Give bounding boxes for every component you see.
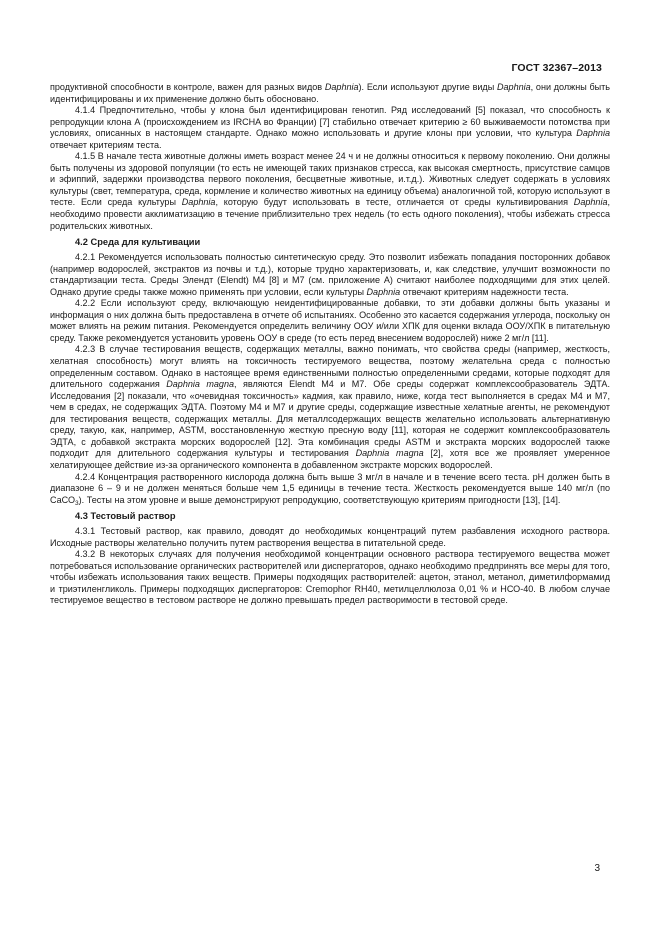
subscript: 3	[75, 499, 79, 507]
text-run: 4.2.4 Концентрация растворенного кислорода должна быть выше 3 мг/л в начале и в течение всего теста. рН должен быть в диапазоне 6 – 9 и не должен меняться больше чем 1,5 единицы в течение теста. Жесткость рекомендуется выше 140 мг/л (по СаСО	[50, 471, 610, 505]
text-run: 4.1.5 В начале теста животные должны иметь возраст менее 24 ч и не должны относиться к первому поколению. Они должны быть получены из здоровой популяции (то есть не имеющей таких признаков стресса, как высокая смертность, присутствие самцов и эфиппий, задержки производства первого поколения, бесцветные животные, и.т.д.). Животных следует содержать в условиях культуры (свет, температура, среда, кормление и количество животных на единицу объема) аналогичной той, которую используют в тесте. Если среда культуры	[50, 151, 610, 208]
species-name: Daphnia magna	[166, 379, 235, 390]
body-paragraph	[50, 298, 610, 344]
species-name: Daphnia	[181, 197, 216, 208]
text-run: , они должны быть идентифицированы и их применение должно быть обосновано.	[50, 82, 610, 104]
body-paragraph	[50, 344, 610, 471]
standard-header: ГОСТ 32367–2013	[511, 62, 602, 74]
text-run: 4.3.1 Тестовый раствор, как правило, доводят до необходимых концентраций путем разбавления исходного раствора. Исходные растворы желательно получить путем растворения вещества в питательной среде.	[50, 526, 610, 548]
species-name: Daphnia	[573, 197, 608, 208]
text-run: 4.2.1 Рекомендуется использовать полностью синтетическую среду. Это позволит избежать попадания посторонних добавок (например водорослей, экстрактов из почвы и т.д.), которые трудно характеризовать, и, как следствие, улучшит возможности по стандартизации теста. Среды Элендт (Elendt) М4 [8] и М7 (см. приложение А) считают наиболее подходящими для этих целей. Однако другие среды также можно применять при условии, если культуры	[50, 252, 610, 297]
text-run: 4.2.2 Если используют среду, включающую неидентифицированные добавки, то эти добавки должны быть указаны и информация о них должна быть предоставлена в отчете об испытаниях. Особенно это касается содержания углерода, поскольку он может влиять на режим питания. Рекомендуется определить величину ООУ и/или ХПК для оценки вклада ООУ/ХПК в питательную среду. Также рекомендуется установить уровень ООУ в среде (то есть перед внесением водорослей) ниже 2 мг/л [11].	[50, 298, 610, 343]
species-name: Daphnia	[496, 82, 531, 92]
species-name: Daphnia	[576, 128, 610, 139]
text-run: , необходимо провести акклиматизацию в течение приблизительно трех недель (то есть одного поколения), чтобы избежать стресса родительских животных.	[50, 197, 610, 231]
text-run: 4.1.4 Предпочтительно, чтобы у клона был идентифицирован генотип. Ряд исследований [5] показал, что способность к репродукции клона А (происхождением из IRCHA во Франции) [7] стабильно отвечает критерию ≥ 60 выживаемости потомства при условиях, описанных в настоящем стандарте. Однако можно использовать и другие клоны при условии, что культура	[50, 105, 610, 139]
species-name: Daphnia	[324, 82, 359, 92]
body-paragraph	[50, 82, 610, 105]
page-number: 3	[594, 863, 600, 874]
text-run: 4.3.2 В некоторых случаях для получения необходимой концентрации основного раствора тестируемого вещества может потребоваться использование органических растворителей или диспергаторов, однако необходимо предпринять все меры для того, чтобы избежать использования таких веществ. Примеры подходящих растворителей: ацетон, этанол, метанол, диметилформамид и триэтиленгликоль. Примеры подходящих диспергаторов: Cremophor RH40, метилцеллюлоза 0,01 % и НСО-40. В любом случае тестируемое вещество в тестовом растворе не должно превышать предел растворимости в тестовой среде.	[50, 549, 610, 606]
body-paragraph	[50, 105, 610, 151]
species-name: Daphnia	[366, 286, 401, 297]
text-run: 4.3 Тестовый раствор	[75, 511, 176, 522]
text-run: отвечают критериям надежности теста.	[400, 286, 569, 297]
text-run: отвечает критериям теста.	[50, 139, 162, 150]
text-run: ). Тесты на этом уровне и выше демонстрируют репродукцию, соответствующую критериям пригодности [13], [14].	[78, 494, 561, 505]
body-paragraph	[50, 252, 610, 298]
section-heading	[50, 506, 610, 526]
text-run: [2], хотя все же проявляет умеренное хелатирующее действие из-за органического компонента в добавленном экстракте морских водорослей.	[50, 448, 610, 470]
section-heading	[50, 232, 610, 252]
text-run: продуктивной способности в контроле, важен для разных видов	[50, 82, 325, 92]
document-body	[50, 82, 610, 607]
text-run: , которую будут использовать в тесте, отличается от среды культивирования	[215, 197, 574, 208]
text-run: ). Если используют другие виды	[358, 82, 497, 92]
body-paragraph	[50, 549, 610, 607]
text-run: 4.2.3 В случае тестирования веществ, содержащих металлы, важно понимать, что свойства среды (например, жесткость, хелатная способность) могут влиять на токсичность тестируемого вещества, поэтому желательна среда с полностью определенным составом. Однако в настоящее время единственными полностью определенными средами, которые подходят для длительного содержания	[50, 344, 610, 390]
text-run: , являются Elendt M4 и M7. Обе среды содержат комплексообразователь ЭДТА. Исследования [2] показали, что «очевидная токсичность» кадмия, как правило, ниже, когда тест выполняется в средах М4 и М7, чем в средах, не содержащих ЭДТА. Поэтому М4 и М7 и другие среды, содержащие известные хелатные агенты, не рекомендуют для тестирования веществ, содержащих металлы. Для металлсодержащих веществ желательно использовать альтернативную среду, такую, как, например, ASTM, восстановленную жесткую пресную воду [11], которая не содержит комплексообразователь ЭДТА, с добавкой экстракта морских водорослей [12]. Эта комбинация среды ASTM и экстракта морских водорослей также подходит для длительного содержания культуры и тестирования	[50, 379, 610, 459]
text-run: 4.2 Среда для культивации	[75, 237, 201, 248]
body-paragraph	[50, 526, 610, 549]
species-name: Daphnia magna	[355, 448, 424, 459]
body-paragraph	[50, 151, 610, 232]
body-paragraph	[50, 472, 610, 507]
